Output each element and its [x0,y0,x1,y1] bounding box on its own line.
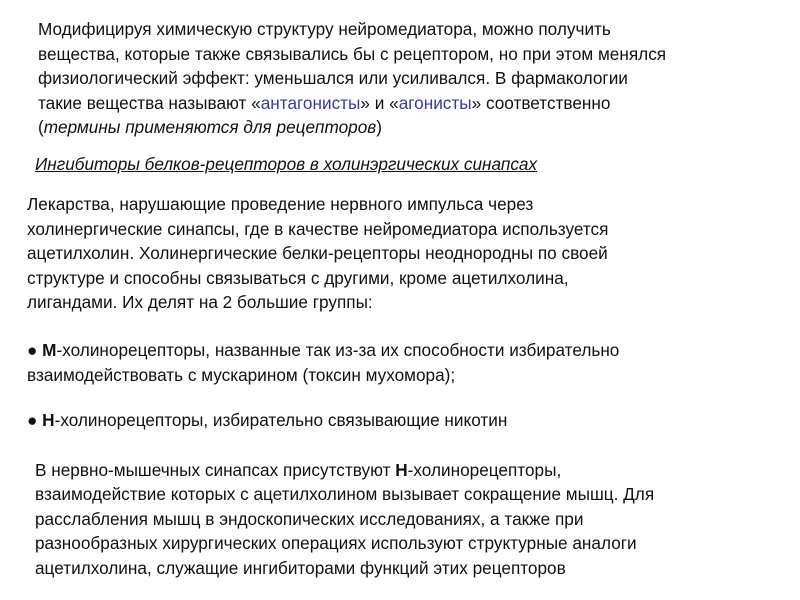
term-antagonists: антагонисты [260,92,361,113]
bullet-line: взаимодействовать с мускарином (токсин мухомора); [27,364,456,385]
body-line: Лекарства, нарушающие проведение нервного импульса через [27,194,534,214]
bullet-letter: Н [42,410,55,430]
bullet-text: -холинорецепторы, избирательно связывающие никотин [54,410,508,430]
bullet-n-receptors [27,408,507,432]
intro-text: » и « [360,92,399,113]
intro-line [38,115,666,140]
intro-line: физиологический эффект: уменьшался или усиливался. В фармакологии [38,68,628,88]
intro-paragraph [38,17,666,140]
term-agonists: агонисты [398,92,472,113]
closing-text: -холинорецепторы, [407,460,562,480]
intro-text: такие вещества называют « [38,92,261,113]
closing-line: расслабления мышц в эндоскопических исследованиях, а также при [35,508,584,529]
bullet-icon: ● [27,410,43,430]
closing-text: В нервно-мышечных синапсах присутствуют [35,460,396,480]
section-heading: Ингибиторы белков-рецепторов в холинэргических синапсах [35,154,538,174]
intro-text: ) [376,117,382,137]
body-line: ацетилхолин. Холинергические белки-рецепторы неоднородны по своей [27,243,608,263]
bullet-line [27,338,619,363]
bullet-line [27,408,507,432]
body-line: структуре и способны связываться с другими, кроме ацетилхолина, [27,267,569,288]
body-line: лигандами. Их делят на 2 большие группы: [27,292,373,312]
closing-line [35,458,654,482]
bullet-letter: М [42,340,57,360]
body-paragraph [27,192,608,315]
body-line: холинергические синапсы, где в качестве нейромедиатора используется [27,218,609,239]
intro-line: вещества, которые также связывались бы с рецептором, но при этом менялся [38,43,667,64]
closing-paragraph [35,458,654,580]
intro-line: Модифицируя химическую структуру нейромедиатора, можно получить [38,19,611,39]
closing-line: разнообразных хирургических операциях используют структурные аналоги [35,533,637,554]
closing-line: ацетилхолина, служащие ингибиторами функций этих рецепторов [35,557,566,578]
intro-line [38,91,666,116]
terms-note: термины применяются для рецепторов [43,117,377,137]
intro-text: ( [38,117,44,137]
bullet-text: -холинорецепторы, названные так из-за их способности избирательно [56,340,620,360]
closing-line: взаимодействие которых с ацетилхолином вызывает сокращение мышц. Для [35,484,655,505]
intro-text: » соответственно [471,92,611,113]
bullet-icon: ● [27,340,43,360]
closing-letter: Н [395,460,408,480]
bullet-m-receptors [27,338,619,387]
